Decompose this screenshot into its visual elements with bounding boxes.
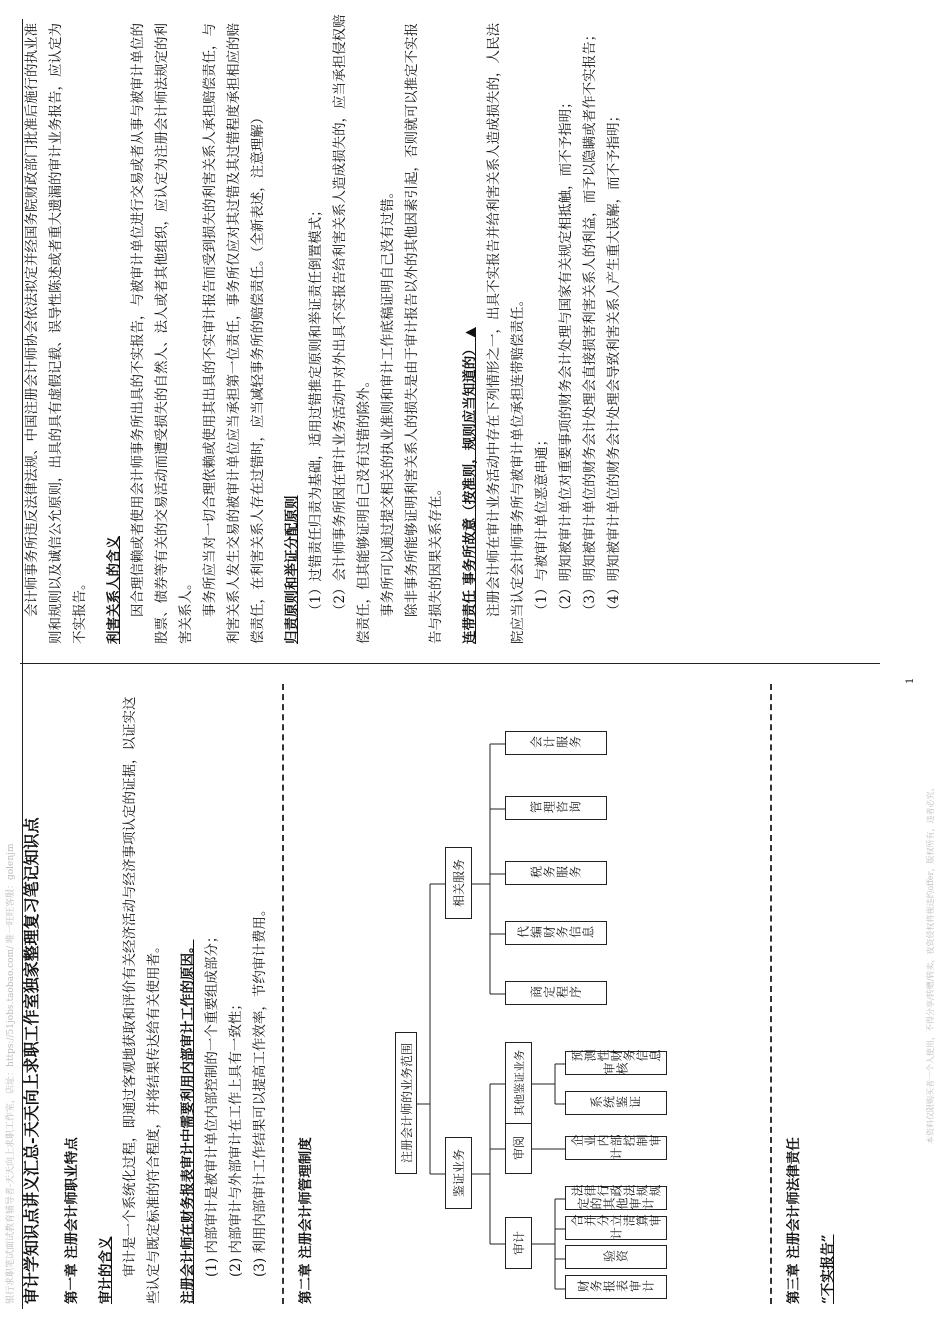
leaf-statutory-audit: 法律行政法规规定的其他审计 — [565, 1186, 667, 1210]
chart-root: 注册会计师的业务范围 — [395, 1032, 417, 1174]
internal-audit-heading: 注册会计师在财务报表审计中需要利用内部审计工作的原因。 — [180, 939, 196, 1304]
chart-other-assurance: 其他鉴证业务 — [505, 1042, 532, 1124]
leaf-tax-services: 税务服务 — [505, 861, 607, 885]
leaf-accounting-services: 会计服务 — [505, 731, 607, 755]
triangle-icon: ▲ — [462, 327, 478, 338]
left-bottom — [760, 684, 840, 1304]
chapter-2: 第二章 注册会计师管理制度 — [298, 1137, 314, 1304]
chart-assurance: 鉴证业务 — [445, 1137, 472, 1209]
joint-liability-heading — [458, 14, 482, 644]
joint-liability-heading-text: 连带责任 事务所故意（按准则，规则应当知道的） — [462, 342, 478, 644]
fault-item-4: 除非事务所能够证明利害关系人的损失是由于审计报告以外的其他因素引起，否则就可以推定不实报告与损失的因果关系存在。 — [404, 23, 444, 644]
left-column — [20, 684, 318, 1304]
joint-item-1: （1）与被审计单位恶意串通； — [534, 432, 550, 617]
interested-party-def: 因合理信赖或者使用会计师事务所出具的不实报告，与被审计单位进行交易或者从事与被审计单位的股票、债券等有关的交易活动而遭受损失的自然人、法人或者其他组织，应认定为注册会计师法规定的利害关系人。 — [130, 23, 194, 644]
dashed-divider — [282, 684, 284, 1304]
leaf-merger-audit: 合并分立清算审计 — [565, 1216, 667, 1240]
joint-item-4: （4）明知被审计单位的财务会计处理会导致利害关系人产生重大误解，而不予指明； — [606, 108, 622, 617]
dashed-divider-2 — [770, 684, 772, 1304]
chart-related: 相关服务 — [445, 847, 472, 919]
false-report-heading: “不实报告” — [820, 1234, 836, 1304]
fault-item-3: 事务所可以通过提交相关的执业准则和审计工作底稿证明自己没有过错。 — [380, 185, 396, 617]
chapter-1: 第一章 注册会计师职业特点 — [64, 1137, 80, 1304]
leaf-system-assurance: 系统鉴证 — [565, 1091, 667, 1115]
leaf-management-consulting: 管理咨询 — [505, 796, 607, 820]
interested-party-liability: 事务所应当对一切合理依赖或使用其出具的不实审计报告而受到损失的利害关系人承担赔偿责任，与利害关系人发生交易的被审计单位应当承担第一位责任，事务所仅应对其过错及其过错程度承担相应的赔偿责任，在利害关系人存在过错时，应当减轻事务所的赔偿责任。（全新表述，注意理解） — [202, 23, 266, 644]
false-report-text: 会计师事务所违反法律法规、中国注册会计师协会依法拟定并经国务院财政部门批准后施行的执业准则和规则以及诚信公允原则，出具的具有虚假记载、误导性陈述或者重大遗漏的审计业务报告，应认定为不实报告。 — [24, 23, 88, 644]
joint-liability-intro: 注册会计师在审计业务活动中存在下列情形之一，出具不实报告并给利害关系人造成损失的，人民法院应当认定会计师事务所与被审计单位承担连带赔偿责任。 — [486, 23, 526, 644]
fault-item-2: （2）会计师事务所因在审计业务活动中对外出具不实报告给利害关系人造成损失的，应当承担侵权赔偿责任，但其能够证明自己没有过错的除外。 — [332, 14, 372, 644]
internal-item-2: (2) 内部审计与外部审计在工作上具有一致性； — [228, 997, 244, 1277]
interested-party-heading: 利害关系人的含义 — [106, 536, 122, 644]
audit-def-heading: 审计的含义 — [98, 1236, 114, 1304]
leaf-forecast-review: 预测性财务信息审核 — [565, 1051, 667, 1075]
leaf-agreed-procedures: 商定程序 — [505, 981, 607, 1005]
internal-item-3: (3) 利用内部审计工作结果可以提高工作效率，节约审计费用。 — [252, 902, 268, 1277]
side-note: 银行求职笔试面试教育辅导者-天天向上求职工作室，店址：https://51jobs.taobao.com/ 唯一旺旺客服：golenjm — [6, 843, 16, 1304]
business-scope-chart — [390, 684, 730, 1304]
chart-audit: 审计 — [505, 1217, 532, 1269]
doc-title: 审计学知识点讲义汇总-天天向上求职工作室独家整理复习笔记知识点 — [22, 817, 41, 1304]
leaf-internal-control-audit: 企业内部控制审计 — [565, 1136, 667, 1160]
leaf-compilation: 代编财务信息 — [505, 921, 607, 945]
leaf-fs-audit: 财务报表审计 — [565, 1275, 667, 1299]
right-column — [20, 14, 626, 644]
audit-def-text: 审计是一个系统化过程，即通过客观地获取和评价有关经济活动与经济事项认定的证据，以证实这些认定与既定标准的符合程度，并将结果传达给有关使用者。 — [122, 696, 162, 1304]
chart-review: 审阅 — [505, 1122, 532, 1174]
chapter-3: 第三章 注册会计师法律责任 — [786, 1137, 802, 1304]
column-divider — [20, 663, 880, 664]
internal-item-1: (1) 内部审计是被审计单位内部控制的一个重要组成部分； — [204, 929, 220, 1277]
leaf-capital-verification: 验资 — [565, 1245, 667, 1269]
fault-item-1: （1）过错责任归责为基础，适用过错推定原则和举证责任倒置模式； — [308, 203, 324, 617]
fault-principle-heading: 归责原则和举证分配原则 — [284, 495, 300, 644]
joint-item-2: （2）明知被审计单位对重要事项的财务会计处理与国家有关规定相抵触，而不予指明； — [558, 95, 574, 617]
joint-item-3: （3）明知被审计单位的财务会计处理会直接损害利害关系人的利益，而予以隐瞒或者作不实报告； — [582, 27, 598, 617]
footer-note: 本资料仅限购买者一个人使用，不得分享/转赠/转卖，夜资侵权将视违约offer，版权所有，违者必究。 — [926, 783, 935, 1144]
page-number: 1 — [905, 677, 916, 684]
